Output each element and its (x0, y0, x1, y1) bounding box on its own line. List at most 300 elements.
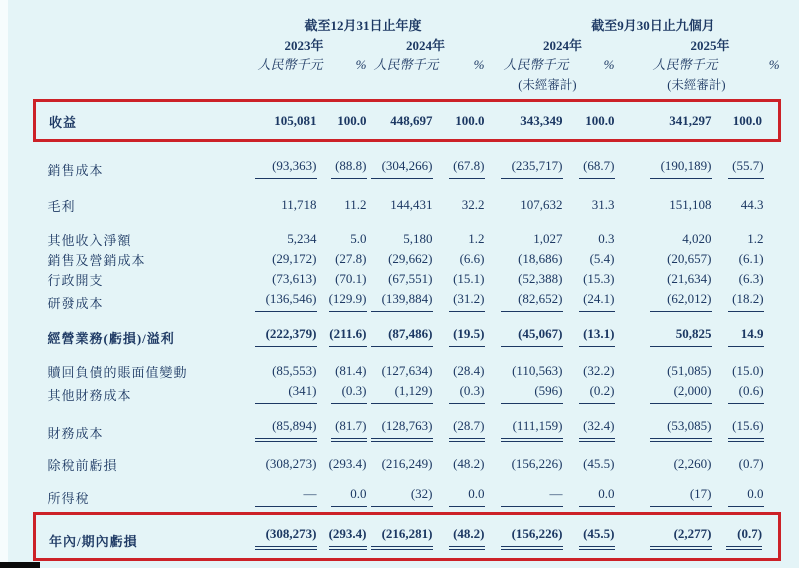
cell-value: (19.5) (449, 324, 485, 347)
cell-amount (485, 324, 563, 347)
cell-percent (563, 249, 615, 269)
cell-amount (367, 100, 433, 140)
cell-value: 5.0 (350, 231, 367, 246)
cell-percent (712, 416, 780, 442)
row-label: 研發成本 (47, 296, 104, 311)
cell-value: (596) (501, 381, 563, 404)
year-2024-annual: 2024年 (406, 38, 446, 53)
cell-amount (367, 156, 433, 179)
cell-value: 14.9 (728, 324, 764, 347)
cell-amount (485, 381, 563, 404)
row-label: 經營業務(虧損)/溢利 (47, 331, 175, 346)
cell-percent (712, 381, 780, 404)
cell-value: (29,172) (272, 251, 317, 266)
cell-value: (87,486) (371, 324, 433, 347)
cell-amount (615, 269, 712, 289)
cell-percent (563, 513, 615, 559)
cell-percent (317, 324, 367, 347)
cell-value: (28.7) (449, 416, 485, 442)
unit-label (615, 54, 718, 76)
row-spacer (35, 179, 780, 195)
cell-value: (0.6) (728, 381, 764, 404)
cell-value: (128,763) (371, 416, 433, 442)
table-row (35, 324, 780, 347)
cell-amount (367, 289, 433, 312)
cell-value: (6.6) (459, 251, 485, 266)
row-label: 其他收入淨額 (47, 233, 132, 248)
cell-value: (6.3) (738, 271, 764, 286)
cell-value: (216,249) (381, 456, 433, 471)
period-group-row (35, 14, 780, 34)
cell-value: 448,697 (390, 112, 433, 128)
cell-value: (341) (255, 381, 317, 404)
cell-value: (67.8) (449, 156, 485, 179)
cell-amount (242, 513, 317, 559)
cell-percent (712, 361, 780, 381)
year-row (35, 34, 780, 54)
cell-value: (45.5) (583, 456, 615, 471)
cell-value: (31.2) (449, 289, 485, 312)
cell-value: 31.3 (591, 197, 615, 212)
cell-value: (139,884) (371, 289, 433, 312)
cell-value: 151,108 (669, 197, 712, 212)
cell-value: (17) (650, 484, 712, 507)
cell-value: 50,825 (650, 324, 712, 347)
cell-amount (367, 381, 433, 404)
cell-value: (32.2) (583, 363, 615, 378)
cell-value: (48.2) (453, 456, 485, 471)
cell-value: 44.3 (740, 197, 764, 212)
cell-value: (85,894) (255, 416, 317, 442)
cell-percent (433, 269, 485, 289)
cell-value: (81.7) (331, 416, 367, 442)
cell-value: (51,085) (667, 363, 712, 378)
cell-percent (563, 454, 615, 474)
cell-percent (317, 416, 367, 442)
table-row (35, 361, 780, 381)
cell-amount (242, 416, 317, 442)
cell-value: 0.3 (598, 231, 615, 246)
row-label: 所得稅 (47, 491, 90, 506)
cell-amount (242, 100, 317, 140)
cell-value: (68.7) (579, 156, 615, 179)
cell-percent (433, 100, 485, 140)
unaudited-text: (未經審計) (518, 78, 577, 92)
period-group-annual: 截至12月31日止年度 (304, 18, 422, 33)
cell-value: 343,349 (520, 112, 563, 128)
header-spacer (317, 76, 367, 94)
percent-text: % (473, 57, 485, 72)
cell-amount (242, 269, 317, 289)
cell-value: 0.0 (579, 484, 615, 507)
unit-label (367, 54, 439, 76)
cell-percent (563, 381, 615, 404)
cell-percent (317, 195, 367, 215)
cell-value: 0.0 (728, 484, 764, 507)
cell-value: 341,297 (669, 112, 712, 128)
cell-value: 100.0 (337, 112, 367, 128)
cell-amount (485, 416, 563, 442)
unit-text: 人民幣千元 (373, 57, 439, 72)
cell-value: (32) (371, 484, 433, 507)
highlighted-row (35, 513, 780, 559)
cell-value: (304,266) (371, 156, 433, 179)
unit-label (485, 54, 569, 76)
cell-amount (615, 454, 712, 474)
cell-value: 107,632 (520, 197, 563, 212)
cell-percent (433, 156, 485, 179)
cell-percent (563, 289, 615, 312)
unit-label (242, 54, 323, 76)
cell-value: (20,657) (667, 251, 712, 266)
unaudited-label (485, 76, 577, 94)
cell-value: (156,226) (501, 524, 563, 550)
cell-value: (82,652) (501, 289, 563, 312)
cell-percent (563, 416, 615, 442)
cell-value: (18.2) (728, 289, 764, 312)
cell-percent (433, 361, 485, 381)
cell-value: (0.2) (579, 381, 615, 404)
cell-percent (712, 513, 780, 559)
cell-value: (308,273) (255, 524, 317, 550)
cell-percent (563, 324, 615, 347)
unaudited-label (242, 76, 317, 94)
cell-percent (317, 361, 367, 381)
cell-amount (367, 513, 433, 559)
cell-amount (485, 249, 563, 269)
table-body (35, 94, 780, 559)
row-spacer (35, 140, 780, 156)
year-2023: 2023年 (284, 38, 324, 53)
cell-value: 5,180 (403, 231, 433, 246)
cell-value: (211.6) (329, 324, 366, 347)
row-spacer-cell (35, 404, 780, 416)
row-spacer (35, 347, 780, 361)
cell-value: (127,634) (381, 363, 433, 378)
cell-value: — (501, 484, 563, 507)
header-spacer (35, 34, 242, 54)
cell-value: (32.4) (579, 416, 615, 442)
cell-value: (28.4) (453, 363, 485, 378)
row-label: 收益 (35, 100, 242, 140)
row-spacer (35, 215, 780, 229)
cell-value: (293.4) (328, 456, 367, 471)
cell-amount (615, 249, 712, 269)
cell-value: (15.1) (453, 271, 485, 286)
cell-amount (485, 100, 563, 140)
table-header (35, 14, 780, 94)
cell-value: (235,717) (501, 156, 563, 179)
row-spacer (35, 474, 780, 484)
row-label: 銷售成本 (47, 163, 104, 178)
cell-value: (85,553) (272, 363, 317, 378)
unit-text: 人民幣千元 (257, 57, 323, 72)
cell-value: (0.7) (726, 524, 762, 550)
cell-value: (62,012) (650, 289, 712, 312)
cell-value: (136,546) (255, 289, 317, 312)
cell-percent (433, 195, 485, 215)
cell-value: (88.8) (331, 156, 367, 179)
table-row (35, 249, 780, 269)
financial-table (33, 14, 781, 561)
cell-value: (0.7) (738, 456, 764, 471)
cell-percent (433, 249, 485, 269)
cell-percent (712, 195, 780, 215)
cell-amount (242, 454, 317, 474)
cell-value: (15.0) (732, 363, 764, 378)
cell-value: 1.2 (747, 231, 764, 246)
cell-amount (242, 229, 317, 249)
page-edge-artifact (0, 562, 40, 568)
cell-amount (242, 289, 317, 312)
cell-percent (317, 454, 367, 474)
cell-value: (48.2) (449, 524, 485, 550)
cell-amount (367, 454, 433, 474)
cell-percent (712, 156, 780, 179)
cell-percent (433, 416, 485, 442)
cell-percent (317, 484, 367, 507)
unaudited-label (367, 76, 433, 94)
cell-amount (615, 156, 712, 179)
percent-label (563, 54, 615, 76)
cell-amount (615, 381, 712, 404)
cell-value: (52,388) (518, 271, 563, 286)
cell-percent (712, 100, 780, 140)
cell-amount (367, 416, 433, 442)
cell-value: (53,085) (650, 416, 712, 442)
cell-amount (615, 289, 712, 312)
cell-value: (110,563) (512, 363, 563, 378)
percent-text: % (603, 57, 615, 72)
header-spacer (35, 14, 242, 34)
unaudited-label (615, 76, 726, 94)
cell-percent (712, 249, 780, 269)
unit-text: 人民幣千元 (503, 57, 569, 72)
percent-text: % (355, 57, 367, 72)
cell-percent (433, 324, 485, 347)
unaudited-text: (未經審計) (667, 78, 726, 92)
cell-percent (433, 289, 485, 312)
table-row (35, 195, 780, 215)
cell-value: 0.0 (331, 484, 367, 507)
cell-value: (55.7) (728, 156, 764, 179)
cell-value: (0.3) (331, 381, 367, 404)
cell-value: (45.5) (579, 524, 615, 550)
cell-percent (317, 289, 367, 312)
cell-percent (317, 229, 367, 249)
cell-percent (712, 269, 780, 289)
cell-percent (712, 229, 780, 249)
cell-percent (433, 484, 485, 507)
cell-value: (1,129) (371, 381, 433, 404)
percent-label (317, 54, 367, 76)
cell-value: (15.3) (583, 271, 615, 286)
cell-percent (563, 361, 615, 381)
row-spacer-cell (35, 215, 780, 229)
cell-value: (93,363) (255, 156, 317, 179)
cell-percent (433, 381, 485, 404)
cell-amount (615, 324, 712, 347)
row-label: 贖回負債的賬面值變動 (47, 365, 188, 380)
row-spacer-cell (35, 140, 780, 156)
unit-text: 人民幣千元 (652, 57, 718, 72)
cell-percent (433, 513, 485, 559)
cell-amount (367, 249, 433, 269)
cell-amount (615, 416, 712, 442)
cell-value: 1,027 (533, 231, 563, 246)
page-left-edge (0, 0, 8, 568)
cell-amount (615, 229, 712, 249)
row-spacer (35, 404, 780, 416)
table-row (35, 416, 780, 442)
cell-amount (485, 513, 563, 559)
row-spacer-cell (35, 179, 780, 195)
cell-value: (293.4) (329, 524, 367, 550)
cell-value: 1.2 (468, 231, 485, 246)
header-spacer (35, 54, 242, 76)
cell-value: 32.2 (461, 197, 485, 212)
cell-amount (615, 195, 712, 215)
cell-value: (81.4) (335, 363, 367, 378)
cell-value: (111,159) (501, 416, 563, 442)
row-spacer-cell (35, 347, 780, 361)
cell-amount (485, 269, 563, 289)
year-2024-nine-months: 2024年 (543, 38, 583, 53)
cell-amount (485, 361, 563, 381)
cell-amount (367, 269, 433, 289)
period-group-nine-months: 截至9月30日止九個月 (591, 18, 715, 33)
cell-percent (563, 229, 615, 249)
cell-value: (13.1) (579, 324, 615, 347)
table-row (35, 156, 780, 179)
row-spacer-cell (35, 312, 780, 324)
table-row (35, 381, 780, 404)
cell-value: — (255, 484, 317, 507)
cell-percent (317, 513, 367, 559)
cell-value: (129.9) (329, 289, 367, 312)
cell-percent (712, 289, 780, 312)
cell-value: (222,379) (255, 324, 317, 347)
highlighted-row (35, 100, 780, 140)
table-row (35, 269, 780, 289)
cell-amount (485, 484, 563, 507)
cell-value: (45,067) (501, 324, 563, 347)
cell-value: (73,613) (272, 271, 317, 286)
cell-value: (2,260) (673, 456, 712, 471)
cell-value: (308,273) (265, 456, 317, 471)
cell-percent (317, 249, 367, 269)
cell-value: (156,226) (511, 456, 563, 471)
cell-amount (367, 484, 433, 507)
cell-value: 4,020 (682, 231, 712, 246)
cell-value: 100.0 (585, 112, 615, 128)
cell-amount (615, 513, 712, 559)
row-label: 除稅前虧損 (47, 458, 118, 473)
cell-value: (2,000) (650, 381, 712, 404)
cell-value: 105,081 (274, 112, 317, 128)
year-2025: 2025年 (690, 38, 730, 53)
cell-value: (0.3) (449, 381, 485, 404)
cell-value: (70.1) (335, 271, 367, 286)
table-row (35, 229, 780, 249)
cell-percent (712, 454, 780, 474)
unaudited-row (35, 76, 780, 94)
cell-percent (563, 484, 615, 507)
cell-value: (18,686) (518, 251, 563, 266)
cell-percent (563, 269, 615, 289)
cell-value: (216,281) (371, 524, 433, 550)
cell-value: 100.0 (732, 112, 763, 128)
cell-value: 100.0 (455, 112, 485, 128)
cell-percent (712, 324, 780, 347)
cell-amount (367, 361, 433, 381)
row-label: 其他財務成本 (47, 388, 132, 403)
cell-amount (367, 324, 433, 347)
cell-percent (712, 484, 780, 507)
table-row (35, 454, 780, 474)
cell-amount (242, 381, 317, 404)
cell-amount (615, 100, 712, 140)
cell-value: (6.1) (738, 251, 764, 266)
cell-value: 0.0 (449, 484, 485, 507)
cell-value: (24.1) (579, 289, 615, 312)
percent-text: % (768, 57, 780, 72)
header-spacer (35, 76, 242, 94)
percent-label (433, 54, 485, 76)
units-row (35, 54, 780, 76)
cell-amount (367, 195, 433, 215)
cell-amount (242, 484, 317, 507)
cell-value: (21,634) (667, 271, 712, 286)
row-spacer-cell (35, 474, 780, 484)
row-spacer (35, 442, 780, 454)
cell-percent (563, 156, 615, 179)
header-spacer (433, 76, 485, 94)
row-spacer-cell (35, 442, 780, 454)
cell-value: (5.4) (589, 251, 615, 266)
cell-value: (67,551) (388, 271, 433, 286)
cell-amount (242, 249, 317, 269)
row-label: 年內/期內虧損 (35, 513, 242, 559)
cell-percent (563, 195, 615, 215)
row-label: 行政開支 (47, 273, 104, 288)
cell-value: 5,234 (287, 231, 317, 246)
cell-amount (485, 195, 563, 215)
percent-label (712, 54, 780, 76)
row-label: 毛利 (47, 199, 76, 214)
table-row (35, 289, 780, 312)
cell-value: 144,431 (390, 197, 433, 212)
cell-percent (433, 454, 485, 474)
cell-amount (485, 229, 563, 249)
cell-value: (15.6) (728, 416, 764, 442)
cell-value: (2,277) (650, 524, 712, 550)
cell-value: 11.2 (344, 197, 367, 212)
cell-percent (317, 100, 367, 140)
row-label: 財務成本 (47, 426, 104, 441)
cell-amount (242, 361, 317, 381)
cell-amount (485, 454, 563, 474)
cell-amount (615, 361, 712, 381)
cell-percent (317, 269, 367, 289)
cell-value: (190,189) (650, 156, 712, 179)
cell-percent (563, 100, 615, 140)
cell-amount (485, 289, 563, 312)
cell-amount (615, 484, 712, 507)
row-label: 銷售及營銷成本 (47, 253, 146, 268)
cell-amount (367, 229, 433, 249)
cell-value: 11,718 (281, 197, 317, 212)
